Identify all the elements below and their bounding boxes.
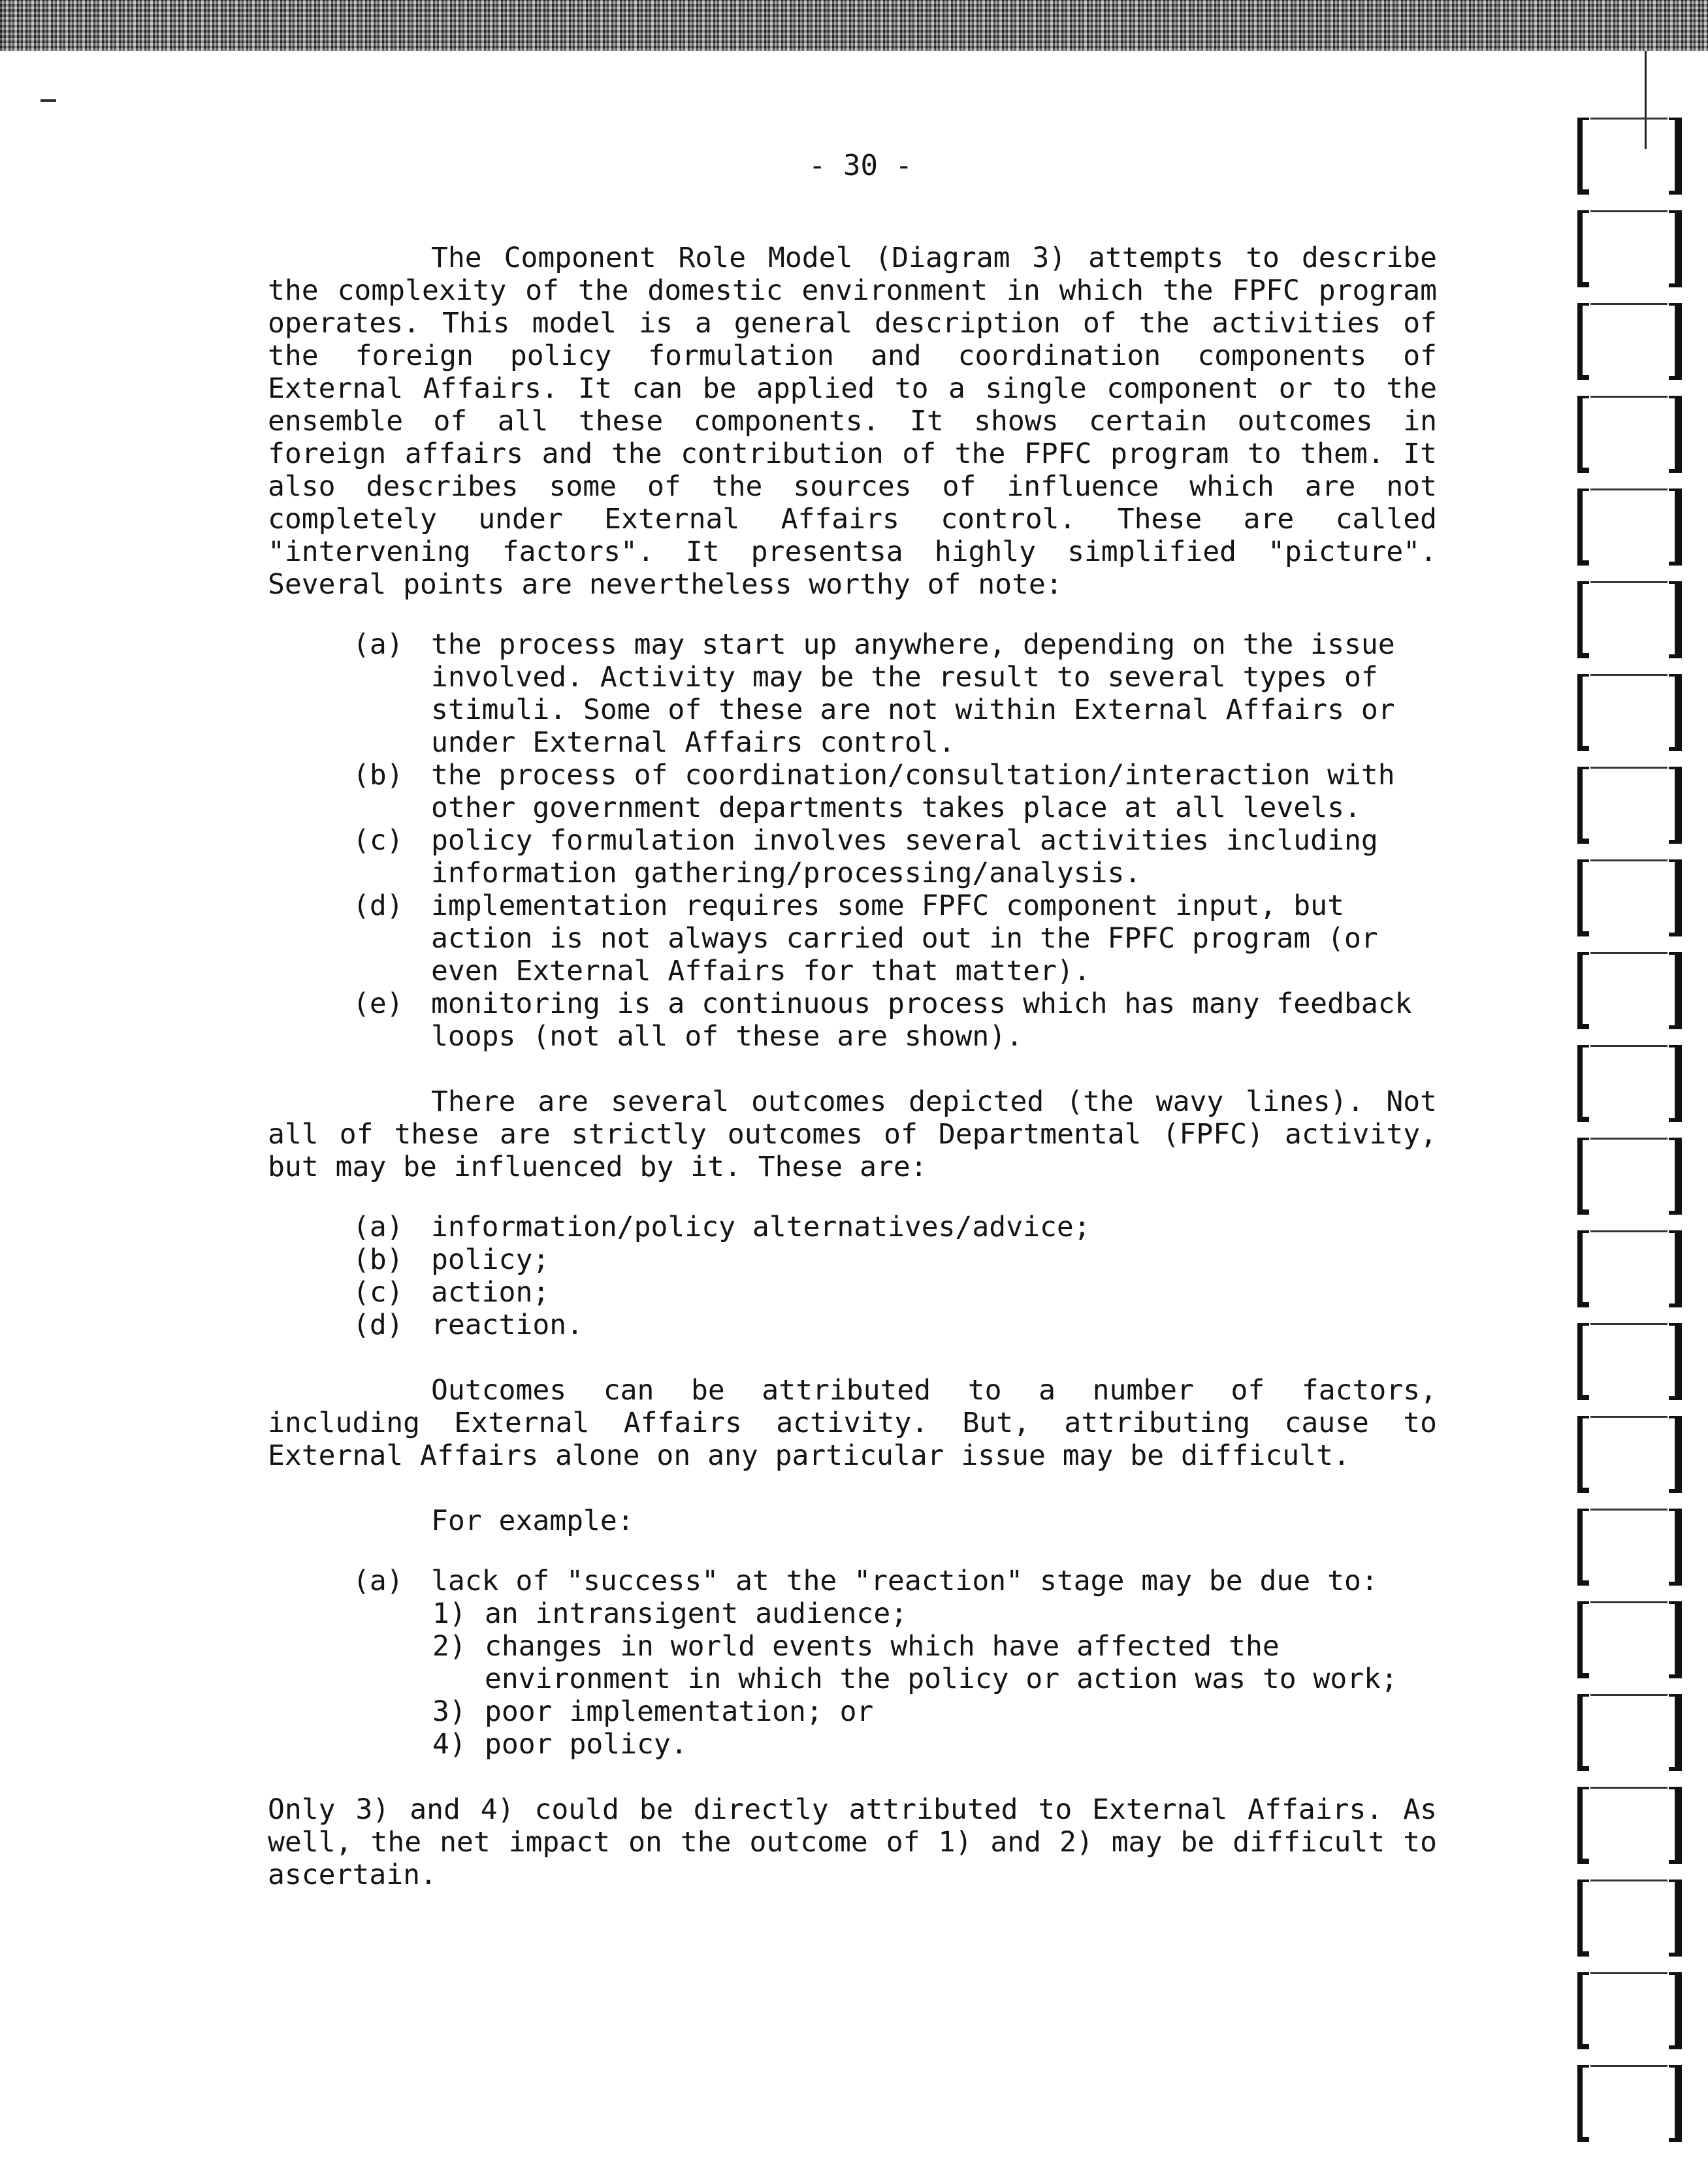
list-item-label: (b) bbox=[353, 759, 404, 792]
sub-list-item bbox=[268, 1630, 1437, 1695]
binder-ring bbox=[1577, 1138, 1682, 1215]
page-number: - 30 - bbox=[809, 149, 912, 182]
binder-ring bbox=[1577, 2065, 1682, 2142]
list-item bbox=[268, 1211, 1437, 1243]
example-list bbox=[268, 1565, 1437, 1761]
binder-rings bbox=[1551, 78, 1708, 2159]
list-item-text: lack of "success" at the "reaction" stage may be due to: bbox=[431, 1565, 1378, 1597]
list-item-label: (b) bbox=[353, 1243, 404, 1276]
list-item-text: information/policy alternatives/advice; bbox=[431, 1211, 1091, 1243]
list-item bbox=[268, 1309, 1437, 1341]
binder-ring bbox=[1577, 952, 1682, 1029]
sub-list-item bbox=[268, 1695, 1437, 1728]
binder-ring bbox=[1577, 303, 1682, 380]
list-item bbox=[268, 889, 1437, 987]
list-item bbox=[268, 1243, 1437, 1276]
scan-mark bbox=[40, 99, 56, 102]
list-item-label: (a) bbox=[353, 1565, 404, 1597]
sub-list-item-label: 4) bbox=[432, 1728, 466, 1761]
list-item-text: reaction. bbox=[431, 1309, 583, 1341]
sub-list-item-text: an intransigent audience; bbox=[485, 1597, 908, 1630]
binder-ring bbox=[1577, 1416, 1682, 1493]
list-item-text: policy; bbox=[431, 1243, 550, 1276]
list-item-text: action; bbox=[431, 1276, 550, 1309]
list-item-label: (a) bbox=[353, 1211, 404, 1243]
list-item bbox=[268, 759, 1437, 824]
list-item bbox=[268, 987, 1437, 1053]
points-list bbox=[268, 628, 1437, 1053]
list-item-label: (e) bbox=[353, 987, 404, 1020]
binder-ring bbox=[1577, 210, 1682, 287]
binder-ring bbox=[1577, 396, 1682, 473]
example-intro: For example: bbox=[431, 1505, 634, 1537]
binder-ring bbox=[1577, 488, 1682, 566]
list-item-text: implementation requires some FPFC component input, but action is not always carried out in the FPFC program (or even External Affairs for that matter). bbox=[431, 889, 1378, 987]
binder-ring bbox=[1577, 1972, 1682, 2049]
sub-list-item bbox=[268, 1597, 1437, 1630]
list-item-text: the process may start up anywhere, depending on the issue involved. Activity may be the result to several types of stimuli. Some of these are not within External Affairs or under External Affairs control. bbox=[431, 628, 1395, 759]
closing-paragraph: Only 3) and 4) could be directly attributed to External Affairs. As well, the net impact on the outcome of 1) and 2) may be difficult to ascertain. bbox=[268, 1793, 1437, 1891]
sub-list-item-label: 3) bbox=[432, 1695, 466, 1728]
binder-ring bbox=[1577, 581, 1682, 658]
list-item-label: (c) bbox=[353, 824, 404, 857]
binder-ring bbox=[1577, 674, 1682, 751]
binder-ring bbox=[1577, 1694, 1682, 1771]
binder-ring bbox=[1577, 1045, 1682, 1122]
binder-ring bbox=[1577, 118, 1682, 195]
list-item bbox=[268, 824, 1437, 889]
sub-list-item-text: changes in world events which have affected the environment in which the policy or action was to work; bbox=[485, 1630, 1398, 1695]
sub-list-item-label: 2) bbox=[432, 1630, 466, 1663]
binder-ring bbox=[1577, 1230, 1682, 1307]
list-item-text: the process of coordination/consultation/interaction with other government departments takes place at all levels. bbox=[431, 759, 1395, 824]
list-item bbox=[268, 1276, 1437, 1309]
sub-list-item-text: poor policy. bbox=[485, 1728, 688, 1761]
binder-ring bbox=[1577, 859, 1682, 936]
binder-ring bbox=[1577, 1323, 1682, 1400]
list-item bbox=[268, 628, 1437, 759]
outcomes-paragraph: There are several outcomes depicted (the wavy lines). Not all of these are strictly outcomes of Departmental (FPFC) activity, but may be influenced by it. These are: bbox=[268, 1085, 1437, 1183]
intro-paragraph: The Component Role Model (Diagram 3) attempts to describe the complexity of the domestic environment in which the FPFC program operates. This model is a general description of the activities of the foreign policy formulation and coordination components of External Affairs. It can be applied to a single component or to the ensemble of all these components. It shows certain outcomes in foreign affairs and the contribution of the FPFC program to them. It also describes some of the sources of influence which are not completely under External Affairs control. These are called "intervening factors". It presentsa highly simplified "picture". Several points are nevertheless worthy of note: bbox=[268, 242, 1437, 601]
sub-list-item-text: poor implementation; or bbox=[485, 1695, 874, 1728]
causes-list bbox=[268, 1597, 1437, 1761]
attribution-paragraph: Outcomes can be attributed to a number of factors, including External Affairs activity. But, attributing cause to External Affairs alone on any particular issue may be difficult. bbox=[268, 1374, 1437, 1472]
list-item-text: monitoring is a continuous process which has many feedback loops (not all of these are shown). bbox=[431, 987, 1412, 1053]
list-item-label: (d) bbox=[353, 889, 404, 922]
sub-list-item-label: 1) bbox=[432, 1597, 466, 1630]
binder-ring bbox=[1577, 1601, 1682, 1678]
binder-ring bbox=[1577, 767, 1682, 844]
document-body bbox=[268, 242, 1437, 1891]
outcomes-list bbox=[268, 1211, 1437, 1341]
list-item-text: policy formulation involves several activities including information gathering/processing/analysis. bbox=[431, 824, 1378, 889]
binder-ring bbox=[1577, 1787, 1682, 1864]
binder-ring bbox=[1577, 1879, 1682, 1957]
sub-list-item bbox=[268, 1728, 1437, 1761]
binder-ring bbox=[1577, 1509, 1682, 1586]
list-item-label: (a) bbox=[353, 628, 404, 661]
list-item bbox=[268, 1565, 1437, 1597]
list-item-label: (d) bbox=[353, 1309, 404, 1341]
scan-border-top bbox=[0, 0, 1708, 51]
list-item-label: (c) bbox=[353, 1276, 404, 1309]
